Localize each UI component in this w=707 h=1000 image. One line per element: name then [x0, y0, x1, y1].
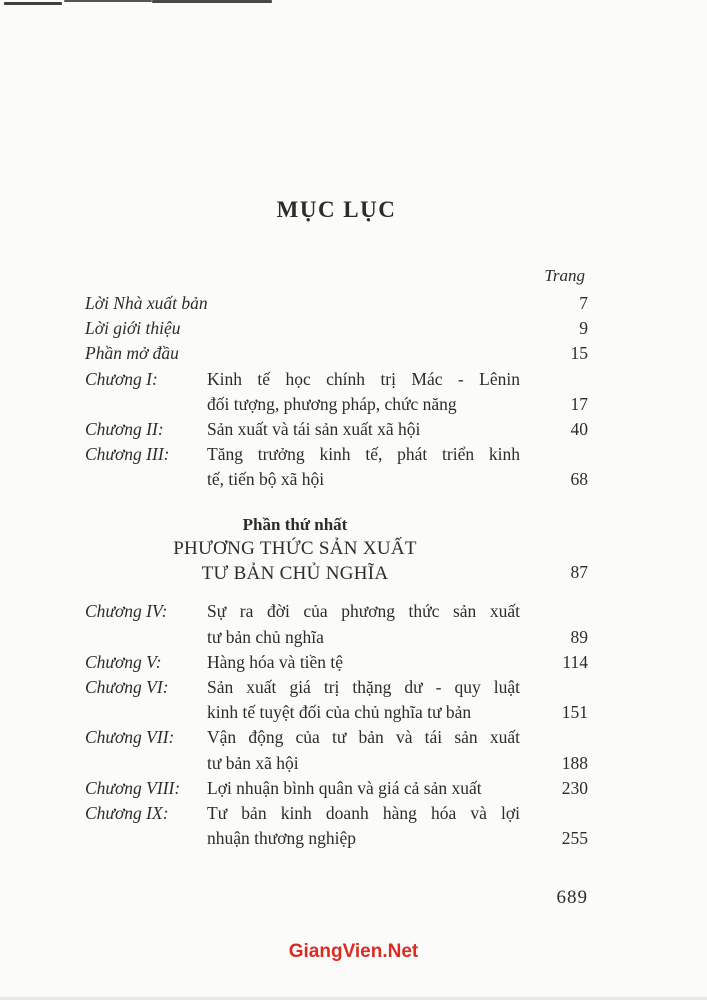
toc-entry: [85, 442, 588, 492]
part-heading: [85, 513, 588, 587]
toc-entry: [85, 417, 588, 442]
entry-label: Chương VII:: [85, 727, 175, 748]
entry-label: Chương III:: [85, 444, 170, 465]
toc-entry: [85, 599, 588, 649]
entry-page: 89: [570, 626, 588, 647]
page-title: MỤC LỤC: [276, 197, 397, 222]
entry-page: 255: [561, 828, 588, 849]
entry-label: Lời giới thiệu: [85, 318, 181, 339]
entry-title: Sản xuất giá trị thặng dư - quy luật kinh tế tuyệt đối của chủ nghĩa tư bản: [207, 677, 520, 723]
toc-entry: [85, 291, 588, 316]
entry-title: Kinh tế học chính trị Mác - Lênin đối tượng, phương pháp, chức năng: [207, 368, 520, 414]
entry-page: 188: [561, 752, 588, 773]
entry-title: Tăng trưởng kinh tế, phát triển kinh tế, tiến bộ xã hội: [207, 444, 520, 490]
entry-page: 17: [570, 393, 588, 414]
entry-label: Chương IV:: [85, 601, 168, 622]
entry-page: 15: [570, 343, 588, 364]
entry-title: Vận động của tư bản và tái sản xuất tư bản xã hội: [207, 727, 520, 773]
toc-list-part-one: [85, 599, 588, 851]
entry-label: Lời Nhà xuất bản: [85, 293, 208, 313]
toc-list: [85, 291, 588, 851]
toc-entry: [85, 367, 588, 417]
entry-title: Tư bản kinh doanh hàng hóa và lợi nhuận thương nghiệp: [207, 803, 520, 849]
toc-entry: [85, 341, 588, 366]
page-column-header: Trang: [544, 266, 585, 285]
entry-label: Chương V:: [85, 651, 162, 672]
toc-entry: [85, 801, 588, 851]
entry-page: 114: [562, 651, 588, 672]
watermark-text: GiangVien.Net: [288, 941, 419, 962]
entry-page: 9: [579, 318, 588, 339]
part-title-line2: TƯ BẢN CHỦ NGHĨA: [201, 562, 389, 584]
entry-label: Chương II:: [85, 419, 164, 440]
entry-page: 151: [561, 702, 588, 723]
part-kicker: Phần thứ nhất: [242, 514, 348, 534]
folio-page-number: 689: [556, 887, 588, 909]
entry-label: Chương I:: [85, 368, 158, 389]
scan-artifact-line: [4, 2, 62, 5]
entry-label: Chương IX:: [85, 803, 169, 824]
entry-title: Sản xuất và tái sản xuất xã hội: [207, 419, 421, 440]
toc-entry: [85, 316, 588, 341]
entry-page: 40: [570, 419, 588, 440]
entry-title: Hàng hóa và tiền tệ: [207, 651, 344, 672]
entry-page: 68: [570, 469, 588, 490]
toc-entry: [85, 776, 588, 801]
toc-entry: [85, 725, 588, 775]
toc-entry: [85, 675, 588, 725]
toc-content: [85, 0, 588, 909]
entry-page: 7: [579, 293, 588, 313]
part-title-line1: PHƯƠNG THỨC SẢN XUẤT: [173, 538, 417, 560]
entry-label: Chương VI:: [85, 677, 169, 698]
entry-label: Phần mở đầu: [85, 343, 179, 364]
entry-page: 230: [561, 777, 588, 798]
entry-title: Lợi nhuận bình quân và giá cả sản xuất: [207, 777, 482, 798]
toc-entry: [85, 650, 588, 675]
entry-label: Chương VIII:: [85, 777, 181, 798]
part-page: 87: [570, 561, 588, 582]
entry-title: Sự ra đời của phương thức sản xuất tư bản chủ nghĩa: [207, 601, 520, 647]
